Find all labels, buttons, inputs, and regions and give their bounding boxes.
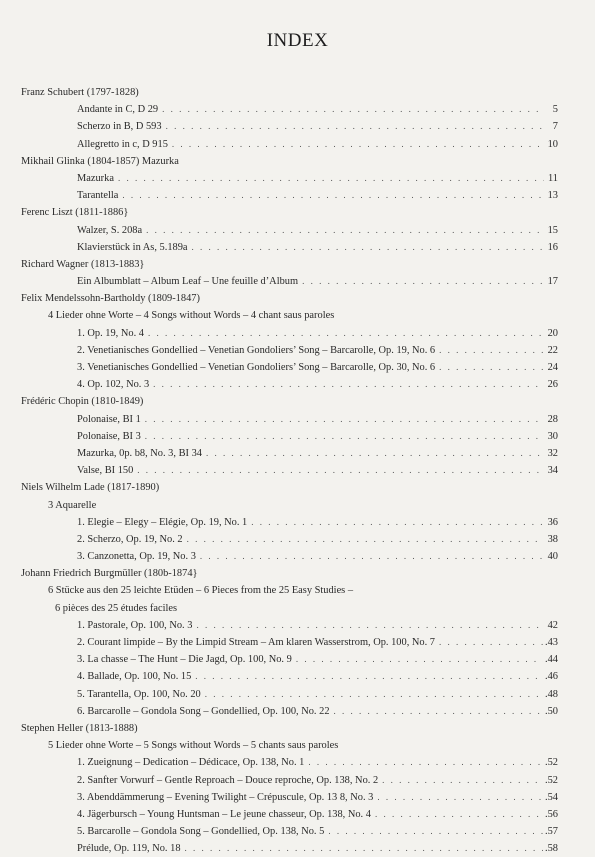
page-number: 22 bbox=[547, 344, 558, 356]
index-entry bbox=[0, 239, 595, 256]
page-number: 36 bbox=[547, 516, 558, 528]
collection-heading: 6 Stücke aus den 25 leichte Etüden – 6 Pieces from the 25 Easy Studies – bbox=[48, 585, 354, 597]
index-entry bbox=[0, 445, 595, 462]
dot-leader bbox=[153, 376, 544, 393]
page-number: 28 bbox=[547, 413, 558, 425]
composer-heading: Felix Mendelssohn-Bartholdy (1809-1847) bbox=[21, 293, 200, 305]
index-entry bbox=[0, 376, 595, 393]
dot-leader bbox=[206, 445, 544, 462]
index-entry bbox=[0, 686, 595, 703]
index-entry bbox=[0, 823, 595, 840]
index-entry bbox=[0, 101, 595, 118]
dot-leader bbox=[145, 411, 544, 428]
dot-leader bbox=[146, 222, 544, 239]
page-number: .58 bbox=[545, 843, 558, 855]
collection-heading: 5 Lieder ohne Worte – 5 Songs without Words – 5 chants saus paroles bbox=[48, 740, 339, 752]
index-entry bbox=[0, 411, 595, 428]
entry-title: Allegretto in c, D 915 bbox=[77, 138, 168, 150]
dot-leader bbox=[185, 840, 543, 857]
composer-heading: Niels Wilhelm Lade (1817-1890) bbox=[21, 482, 160, 494]
dot-leader bbox=[145, 428, 544, 445]
composer-heading: Johann Friedrich Burgmüller (180b-1874} bbox=[21, 568, 198, 580]
index-entry bbox=[0, 703, 595, 720]
entry-title: Tarantella bbox=[77, 190, 119, 202]
entry-title: Valse, BI 150 bbox=[77, 465, 134, 477]
page-number: .50 bbox=[545, 705, 558, 717]
dot-leader bbox=[251, 514, 544, 531]
entry-title: 1. Op. 19, No. 4 bbox=[77, 327, 144, 339]
page-number: .43 bbox=[545, 637, 558, 648]
dot-leader bbox=[439, 634, 543, 651]
entry-title: Mazurka, 0p. b8, No. 3, BI 34 bbox=[77, 447, 202, 459]
entry-title: 4. Ballade, Op. 100, No. 15 bbox=[77, 671, 192, 683]
dot-leader bbox=[439, 342, 544, 359]
dot-leader bbox=[205, 686, 543, 703]
entry-title: 6. Barcarolle – Gondola Song – Gondellied, Op. 100, No. 22 bbox=[77, 705, 330, 717]
dot-leader bbox=[302, 273, 544, 290]
entry-title: 3. Abenddämmerung – Evening Twilight – Crépuscule, Op. 13 8, No. 3 bbox=[77, 791, 374, 803]
collection-heading: 3 Aquarelle bbox=[48, 499, 97, 511]
collection-heading: 4 Lieder ohne Worte – 4 Songs without Words – 4 chant saus paroles bbox=[48, 310, 335, 322]
collection-heading: 6 pièces des 25 études faciles bbox=[55, 602, 178, 614]
dot-leader bbox=[377, 789, 543, 806]
entry-title: Walzer, S. 208a bbox=[77, 224, 143, 236]
page-number: 30 bbox=[547, 430, 558, 442]
page-number: 20 bbox=[547, 327, 558, 339]
page-number: .54 bbox=[545, 791, 558, 803]
entry-title: Klavierstück in As, 5.189a bbox=[77, 241, 188, 253]
dot-leader bbox=[195, 668, 543, 685]
index-entry bbox=[0, 170, 595, 187]
entry-title: 2. Venetianisches Gondellied – Venetian Gondoliers’ Song – Barcarolle, Op. 19, No. 6 bbox=[77, 344, 436, 356]
entry-title: Prélude, Op. 119, No. 18 bbox=[77, 843, 181, 855]
dot-leader bbox=[296, 651, 543, 668]
page-number: .48 bbox=[545, 688, 558, 700]
page-number: 24 bbox=[547, 362, 558, 373]
page-number: 15 bbox=[547, 224, 558, 236]
index-entry bbox=[0, 273, 595, 290]
index-entry bbox=[0, 634, 595, 651]
entry-title: 5. Tarantella, Op. 100, No. 20 bbox=[77, 688, 201, 700]
index-entry bbox=[0, 514, 595, 531]
entry-title: 2. Courant limpide – By the Limpid Stream – Am klaren Wasserstrom, Op. 100, No. 7 bbox=[77, 637, 435, 648]
entry-title: 5. Barcarolle – Gondola Song – Gondellied, Op. 138, No. 5 bbox=[77, 826, 325, 838]
entry-title: Polonaise, BI 1 bbox=[77, 413, 141, 425]
index-entry bbox=[0, 136, 595, 153]
index-entry bbox=[0, 806, 595, 823]
index-entry bbox=[0, 462, 595, 479]
entry-title: 2. Scherzo, Op. 19, No. 2 bbox=[77, 533, 183, 545]
dot-leader bbox=[196, 617, 544, 634]
dot-leader bbox=[328, 823, 543, 840]
page-number: 11 bbox=[547, 172, 558, 184]
entry-title: 3. Canzonetta, Op. 19, No. 3 bbox=[77, 551, 196, 563]
entry-title: 1. Pastorale, Op. 100, No. 3 bbox=[77, 619, 193, 631]
page-number: 38 bbox=[547, 533, 558, 545]
dot-leader bbox=[192, 239, 544, 256]
entry-title: 3. La chasse – The Hunt – Die Jagd, Op. 100, No. 9 bbox=[77, 654, 292, 666]
index-entry bbox=[0, 548, 595, 565]
entry-title: 1. Elegie – Elegy – Elégie, Op. 19, No. 1 bbox=[77, 516, 248, 528]
index-entry bbox=[0, 531, 595, 548]
index-entry bbox=[0, 359, 595, 376]
entry-title: 2. Sanfter Vorwurf – Gentle Reproach – Douce reproche, Op. 138, No. 2 bbox=[77, 774, 379, 786]
page-number: .52 bbox=[545, 757, 558, 769]
dot-leader bbox=[118, 170, 544, 187]
entry-title: Scherzo in B, D 593 bbox=[77, 121, 162, 133]
index-entry bbox=[0, 118, 595, 135]
dot-leader bbox=[382, 772, 543, 789]
page-number: .46 bbox=[545, 671, 558, 683]
dot-leader bbox=[334, 703, 543, 720]
page-number: 10 bbox=[547, 138, 558, 150]
page-number: 32 bbox=[547, 447, 558, 459]
page-number: 7 bbox=[552, 121, 558, 133]
dot-leader bbox=[172, 136, 544, 153]
page-number: 5 bbox=[552, 104, 558, 116]
table-of-contents bbox=[0, 84, 595, 857]
index-entry bbox=[0, 187, 595, 204]
index-entry bbox=[0, 651, 595, 668]
index-entry bbox=[0, 789, 595, 806]
entry-title: Polonaise, BI 3 bbox=[77, 430, 141, 442]
dot-leader bbox=[200, 548, 544, 565]
dot-leader bbox=[137, 462, 544, 479]
entry-title: 4. Jägerbursch – Young Huntsman – Le jeune chasseur, Op. 138, No. 4 bbox=[77, 808, 371, 820]
index-entry bbox=[0, 840, 595, 857]
page-number: 40 bbox=[547, 551, 558, 563]
index-entry bbox=[0, 754, 595, 771]
entry-title: Andante in C, D 29 bbox=[77, 104, 159, 116]
page-number: 34 bbox=[547, 465, 558, 477]
index-entry bbox=[0, 325, 595, 342]
page-number: .44 bbox=[545, 654, 558, 666]
page-number: .52 bbox=[545, 774, 558, 786]
index-entry bbox=[0, 342, 595, 359]
composer-heading: Frédéric Chopin (1810-1849) bbox=[21, 396, 144, 408]
entry-title: 4. Op. 102, No. 3 bbox=[77, 379, 150, 391]
entry-title: 3. Venetianisches Gondellied – Venetian Gondoliers’ Song – Barcarolle, Op. 30, No. 6 bbox=[77, 362, 436, 373]
entry-title: 1. Zueignung – Dedication – Dédicace, Op. 138, No. 1 bbox=[77, 757, 305, 769]
dot-leader bbox=[308, 754, 543, 771]
index-entry bbox=[0, 772, 595, 789]
page-number: 42 bbox=[547, 619, 558, 631]
page-number: 17 bbox=[547, 276, 558, 288]
dot-leader bbox=[162, 101, 544, 118]
page-number: 26 bbox=[547, 379, 558, 391]
dot-leader bbox=[122, 187, 544, 204]
dot-leader bbox=[148, 325, 544, 342]
page-number: .57 bbox=[545, 826, 558, 838]
page-number: 13 bbox=[547, 190, 558, 202]
composer-heading: Richard Wagner (1813-1883} bbox=[21, 258, 145, 270]
dot-leader bbox=[187, 531, 544, 548]
dot-leader bbox=[375, 806, 543, 823]
dot-leader bbox=[166, 118, 544, 135]
composer-heading: Stephen Heller (1813-1888) bbox=[21, 722, 138, 734]
index-entry bbox=[0, 428, 595, 445]
page-number: 16 bbox=[547, 241, 558, 253]
index-entry bbox=[0, 617, 595, 634]
composer-heading: Ferenc Liszt (1811-1886} bbox=[21, 207, 129, 219]
page-number: .56 bbox=[545, 808, 558, 820]
composer-heading: Mikhail Glinka (1804-1857) Mazurka bbox=[21, 155, 179, 167]
composer-heading: Franz Schubert (1797-1828) bbox=[21, 87, 139, 98]
index-entry bbox=[0, 668, 595, 685]
page-title: INDEX bbox=[266, 30, 329, 51]
index-entry bbox=[0, 222, 595, 239]
entry-title: Mazurka bbox=[77, 172, 114, 184]
dot-leader bbox=[439, 359, 544, 376]
entry-title: Ein Albumblatt – Album Leaf – Une feuille d’Album bbox=[77, 276, 299, 288]
